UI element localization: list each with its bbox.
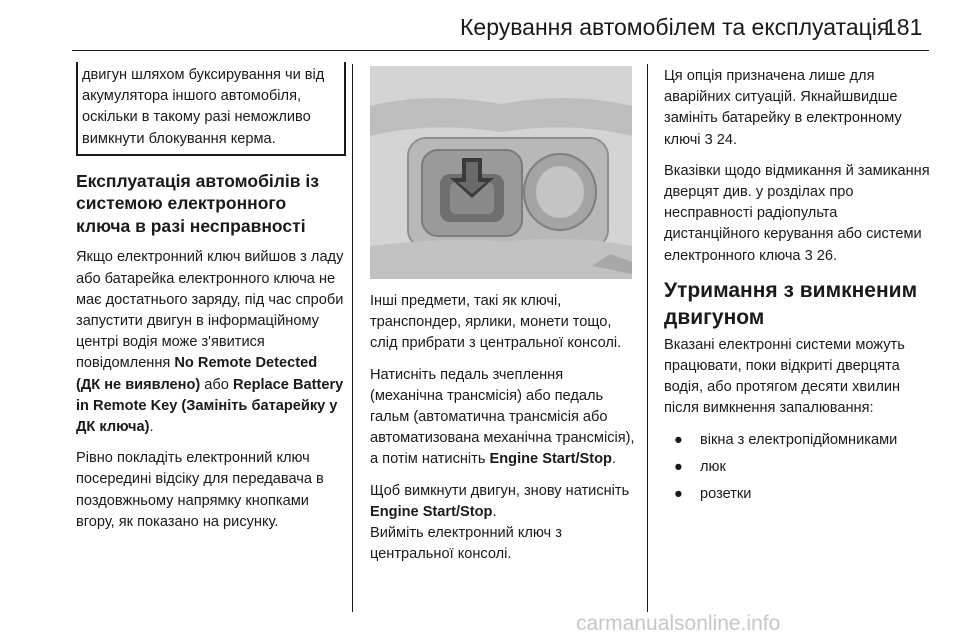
page-ref-icon: 3 <box>804 247 813 264</box>
page-ref-icon: 3 <box>704 131 713 148</box>
column-divider-1 <box>352 64 353 612</box>
paragraph: Натисніть педаль зчеплення (механічна трансмісія) або педаль гальм (автоматична трансмісія або автоматизована механічна трансмісія), а потім натисніть Engine Start/Stop. <box>370 366 635 468</box>
page-number: 181 <box>884 14 923 40</box>
column-1 <box>76 68 344 543</box>
bullet-list <box>664 430 934 506</box>
paragraph: Вказані електронні системи можуть працювати, поки відкриті дверцята водія, або протягом десяти хвилин після вимкнення запалювання: <box>664 336 905 417</box>
list-item: ● розетки <box>664 484 934 505</box>
engine-start-stop-label: Engine Start/Stop <box>489 451 612 468</box>
header-rule <box>72 50 929 51</box>
column-3 <box>664 66 934 511</box>
console-figure <box>370 66 632 279</box>
watermark: carmanualsonline.info <box>576 612 781 635</box>
notice-text: двигун шляхом буксирування чи від акумулятора іншого автомобіля, оскільки в такому разі неможливо вимкнути блокування керма. <box>82 67 325 147</box>
console-illustration <box>370 66 632 279</box>
paragraph: Інші предмети, такі як ключі, транспондер, ярлики, монети тощо, слід прибрати з центральної консолі. <box>370 293 622 352</box>
column-divider-2 <box>647 64 648 612</box>
engine-start-stop-label: Engine Start/Stop <box>370 503 493 520</box>
header-title: Керування автомобілем та експлуатація <box>460 14 890 40</box>
list-item: ● вікна з електропідйомниками <box>664 430 934 451</box>
bullet-icon: ● <box>674 486 683 503</box>
paragraph: Щоб вимкнути двигун, знову натисніть Engine Start/Stop. Вийміть електронний ключ з центральної консолі. <box>370 482 630 563</box>
page-ref[interactable]: 24 <box>716 131 734 148</box>
paragraph: Вказівки щодо відмикання й замикання дверцят див. у розділах про несправності радіопульта дистанційного керування або системи електронного ключа 3 26. <box>664 162 930 264</box>
paragraph: Ця опція призначена лише для аварійних ситуацій. Якнайшвидше замініть батарейку в електронному ключі 3 24. <box>664 68 902 148</box>
message-replace-battery: Replace Battery in Remote Key (Замініть батарейку у ДК ключа) <box>76 376 344 435</box>
section-heading: Експлуатація автомобілів із системою електронного ключа в разі несправності <box>76 170 319 236</box>
paragraph: Якщо електронний ключ вийшов з ладу або батарейка електронного ключа не має достатнього заряду, під час спроби запустити двигун в інформаційному центрі водія може з'явитися повідомлення No Remote Detected (ДК не виявлено) або Replace Battery in Remote Key (Замініть батарейку у ДК ключа). <box>76 249 344 435</box>
page-ref[interactable]: 26 <box>816 247 834 264</box>
bullet-icon: ● <box>674 431 683 448</box>
column-2 <box>370 291 638 575</box>
list-item: ● люк <box>664 457 934 478</box>
bullet-icon: ● <box>674 458 683 475</box>
message-no-remote: No Remote Detected (ДК не виявлено) <box>76 355 318 393</box>
section-heading: Утримання з вимкненим двигуном <box>664 278 918 329</box>
paragraph: Рівно покладіть електронний ключ посередині відсіку для передавача в поздовжньому напрямку кнопками вгору, як показано на рисунку. <box>76 450 324 530</box>
notice-box <box>76 62 346 156</box>
